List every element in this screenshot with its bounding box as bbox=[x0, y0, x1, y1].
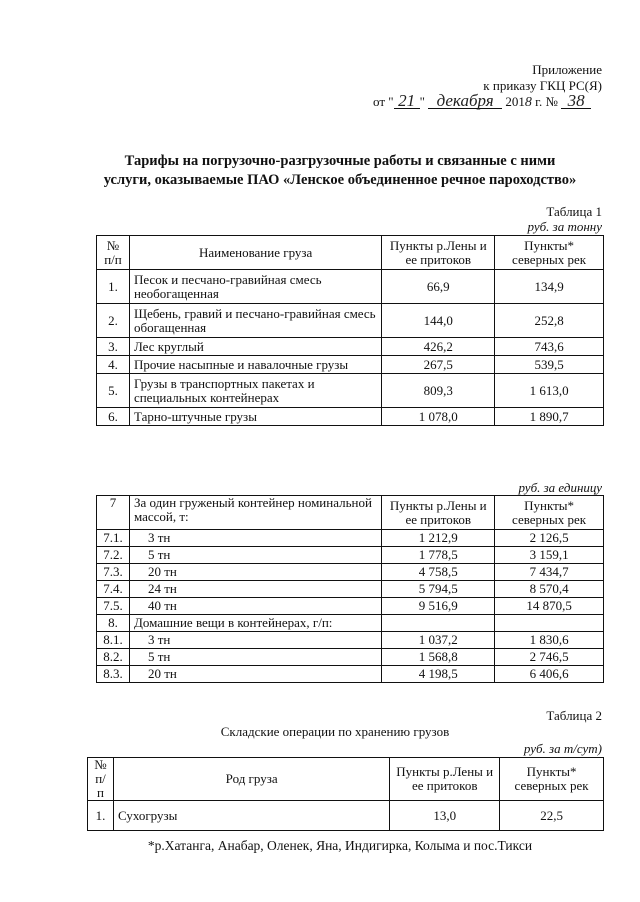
row-num: 8.2. bbox=[97, 649, 130, 666]
row-value-lena: 1 778,5 bbox=[382, 547, 495, 564]
table3-header-row bbox=[88, 758, 604, 801]
table-row bbox=[97, 270, 604, 304]
row-num: 7.5. bbox=[97, 598, 130, 615]
row-value-north: 539,5 bbox=[495, 356, 604, 374]
table1 bbox=[96, 235, 604, 426]
table2 bbox=[96, 495, 604, 683]
row-name: 24 тн bbox=[129, 581, 381, 598]
table1-header-row bbox=[97, 236, 604, 270]
table-row bbox=[97, 666, 604, 683]
row-value-lena: 1 078,0 bbox=[382, 408, 495, 426]
table3 bbox=[87, 757, 604, 831]
title-line-2: услуги, оказываемые ПАО «Ленское объединенное речное пароходство» bbox=[103, 172, 577, 188]
footnote: *р.Хатанга, Анабар, Оленек, Яна, Индигирка, Колыма и пос.Тикси bbox=[147, 838, 533, 853]
title-line-1: Тарифы на погрузочно-разгрузочные работы и связанные с ними bbox=[124, 153, 556, 169]
row-value-north: 7 434,7 bbox=[495, 564, 604, 581]
table3-unit: руб. за т/сут) bbox=[523, 741, 602, 756]
table2-header-col1: Пункты р.Лены и ее притоков bbox=[382, 496, 495, 530]
table3-header-num: № п/п bbox=[88, 758, 114, 801]
row-value-lena: 1 037,2 bbox=[382, 632, 495, 649]
table2-header-col2: Пункты* северных рек bbox=[495, 496, 604, 530]
year-prefix: 201 bbox=[505, 94, 525, 109]
row-value-lena: 13,0 bbox=[390, 801, 500, 831]
table-row bbox=[97, 547, 604, 564]
row-value-north: 1 613,0 bbox=[495, 374, 604, 408]
row-value-lena: 1 212,9 bbox=[382, 530, 495, 547]
row-name: Песок и песчано-гравийная смесь необогащенная bbox=[129, 270, 381, 304]
table1-header-col2: Пункты* северных рек bbox=[495, 236, 604, 270]
row-num: 7.2. bbox=[97, 547, 130, 564]
row-value-lena: 426,2 bbox=[382, 338, 495, 356]
handwritten-year-digit: 8 bbox=[524, 95, 532, 110]
row-value-north: 22,5 bbox=[500, 801, 604, 831]
row-value-lena: 1 568,8 bbox=[382, 649, 495, 666]
table-row bbox=[97, 338, 604, 356]
table3-header-name: Род груза bbox=[113, 758, 389, 801]
table-row bbox=[97, 374, 604, 408]
table2-header-row bbox=[97, 496, 604, 530]
row-num: 2. bbox=[97, 304, 130, 338]
table-row bbox=[97, 408, 604, 426]
row-value-lena: 809,3 bbox=[382, 374, 495, 408]
order-date-line bbox=[373, 93, 591, 111]
document-title bbox=[80, 152, 600, 190]
row-name: 40 тн bbox=[129, 598, 381, 615]
row-value-lena: 5 794,5 bbox=[382, 581, 495, 598]
table-row bbox=[97, 632, 604, 649]
row-num: 4. bbox=[97, 356, 130, 374]
table-row bbox=[97, 356, 604, 374]
row-name: Тарно-штучные грузы bbox=[129, 408, 381, 426]
row-num: 3. bbox=[97, 338, 130, 356]
row-value-lena: 4 758,5 bbox=[382, 564, 495, 581]
order-reference: к приказу ГКЦ РС(Я) bbox=[483, 78, 602, 93]
handwritten-month: декабря bbox=[428, 93, 502, 109]
section8-name: Домашние вещи в контейнерах, г/п: bbox=[129, 615, 381, 632]
row-name: Лес круглый bbox=[129, 338, 381, 356]
table1-caption: Таблица 1 bbox=[546, 204, 602, 219]
table-row bbox=[97, 649, 604, 666]
row-name: Грузы в транспортных пакетах и специальных контейнерах bbox=[129, 374, 381, 408]
row-num: 8.3. bbox=[97, 666, 130, 683]
row-num: 5. bbox=[97, 374, 130, 408]
table3-header-col1: Пункты р.Лены и ее притоков bbox=[390, 758, 500, 801]
row-value-north: 252,8 bbox=[495, 304, 604, 338]
table-row bbox=[97, 581, 604, 598]
row-value-north: 8 570,4 bbox=[495, 581, 604, 598]
table1-unit: руб. за тонну bbox=[527, 219, 602, 234]
table-row bbox=[97, 304, 604, 338]
row-value-north: 134,9 bbox=[495, 270, 604, 304]
table-row bbox=[97, 598, 604, 615]
row-name: 5 тн bbox=[129, 547, 381, 564]
section8-num: 8. bbox=[97, 615, 130, 632]
row-name: 3 тн bbox=[129, 632, 381, 649]
table3-header-col2: Пункты* северных рек bbox=[500, 758, 604, 801]
table-row bbox=[88, 801, 604, 831]
row-name: 20 тн bbox=[129, 666, 381, 683]
handwritten-order-number: 38 bbox=[561, 93, 591, 109]
row-name: 3 тн bbox=[129, 530, 381, 547]
row-value-north: 6 406,6 bbox=[495, 666, 604, 683]
handwritten-day: 21 bbox=[394, 93, 420, 109]
table3-subtitle: Складские операции по хранению грузов bbox=[220, 724, 450, 739]
row-num: 1. bbox=[88, 801, 114, 831]
row-value-lena: 267,5 bbox=[382, 356, 495, 374]
row-name: Щебень, гравий и песчано-гравийная смесь обогащенная bbox=[129, 304, 381, 338]
appendix-label: Приложение bbox=[532, 62, 602, 77]
table2-unit: руб. за единицу bbox=[518, 480, 602, 495]
empty-cell bbox=[495, 615, 604, 632]
row-value-lena: 9 516,9 bbox=[382, 598, 495, 615]
table1-header-name: Наименование груза bbox=[129, 236, 381, 270]
table2-section8-row bbox=[97, 615, 604, 632]
row-value-north: 14 870,5 bbox=[495, 598, 604, 615]
row-value-north: 3 159,1 bbox=[495, 547, 604, 564]
table1-header-col1: Пункты р.Лены и ее притоков bbox=[382, 236, 495, 270]
row-value-north: 1 890,7 bbox=[495, 408, 604, 426]
row-num: 6. bbox=[97, 408, 130, 426]
row-num: 1. bbox=[97, 270, 130, 304]
row-num: 8.1. bbox=[97, 632, 130, 649]
section7-name: За один груженый контейнер номинальной массой, т: bbox=[129, 496, 381, 530]
row-value-north: 1 830,6 bbox=[495, 632, 604, 649]
row-num: 7.4. bbox=[97, 581, 130, 598]
row-value-lena: 4 198,5 bbox=[382, 666, 495, 683]
number-label: г. № bbox=[535, 94, 558, 109]
row-value-lena: 144,0 bbox=[382, 304, 495, 338]
row-value-north: 2 126,5 bbox=[495, 530, 604, 547]
row-num: 7.3. bbox=[97, 564, 130, 581]
row-name: 20 тн bbox=[129, 564, 381, 581]
date-prefix: от " bbox=[373, 94, 394, 109]
row-name: Прочие насыпные и навалочные грузы bbox=[129, 356, 381, 374]
empty-cell bbox=[382, 615, 495, 632]
row-name: Сухогрузы bbox=[113, 801, 389, 831]
table1-header-num: № п/п bbox=[97, 236, 130, 270]
row-name: 5 тн bbox=[129, 649, 381, 666]
section7-num: 7 bbox=[97, 496, 130, 530]
date-quote: " bbox=[419, 94, 425, 109]
table-row bbox=[97, 564, 604, 581]
row-value-north: 2 746,5 bbox=[495, 649, 604, 666]
table-row bbox=[97, 530, 604, 547]
row-value-north: 743,6 bbox=[495, 338, 604, 356]
row-num: 7.1. bbox=[97, 530, 130, 547]
row-value-lena: 66,9 bbox=[382, 270, 495, 304]
table3-caption: Таблица 2 bbox=[546, 708, 602, 723]
